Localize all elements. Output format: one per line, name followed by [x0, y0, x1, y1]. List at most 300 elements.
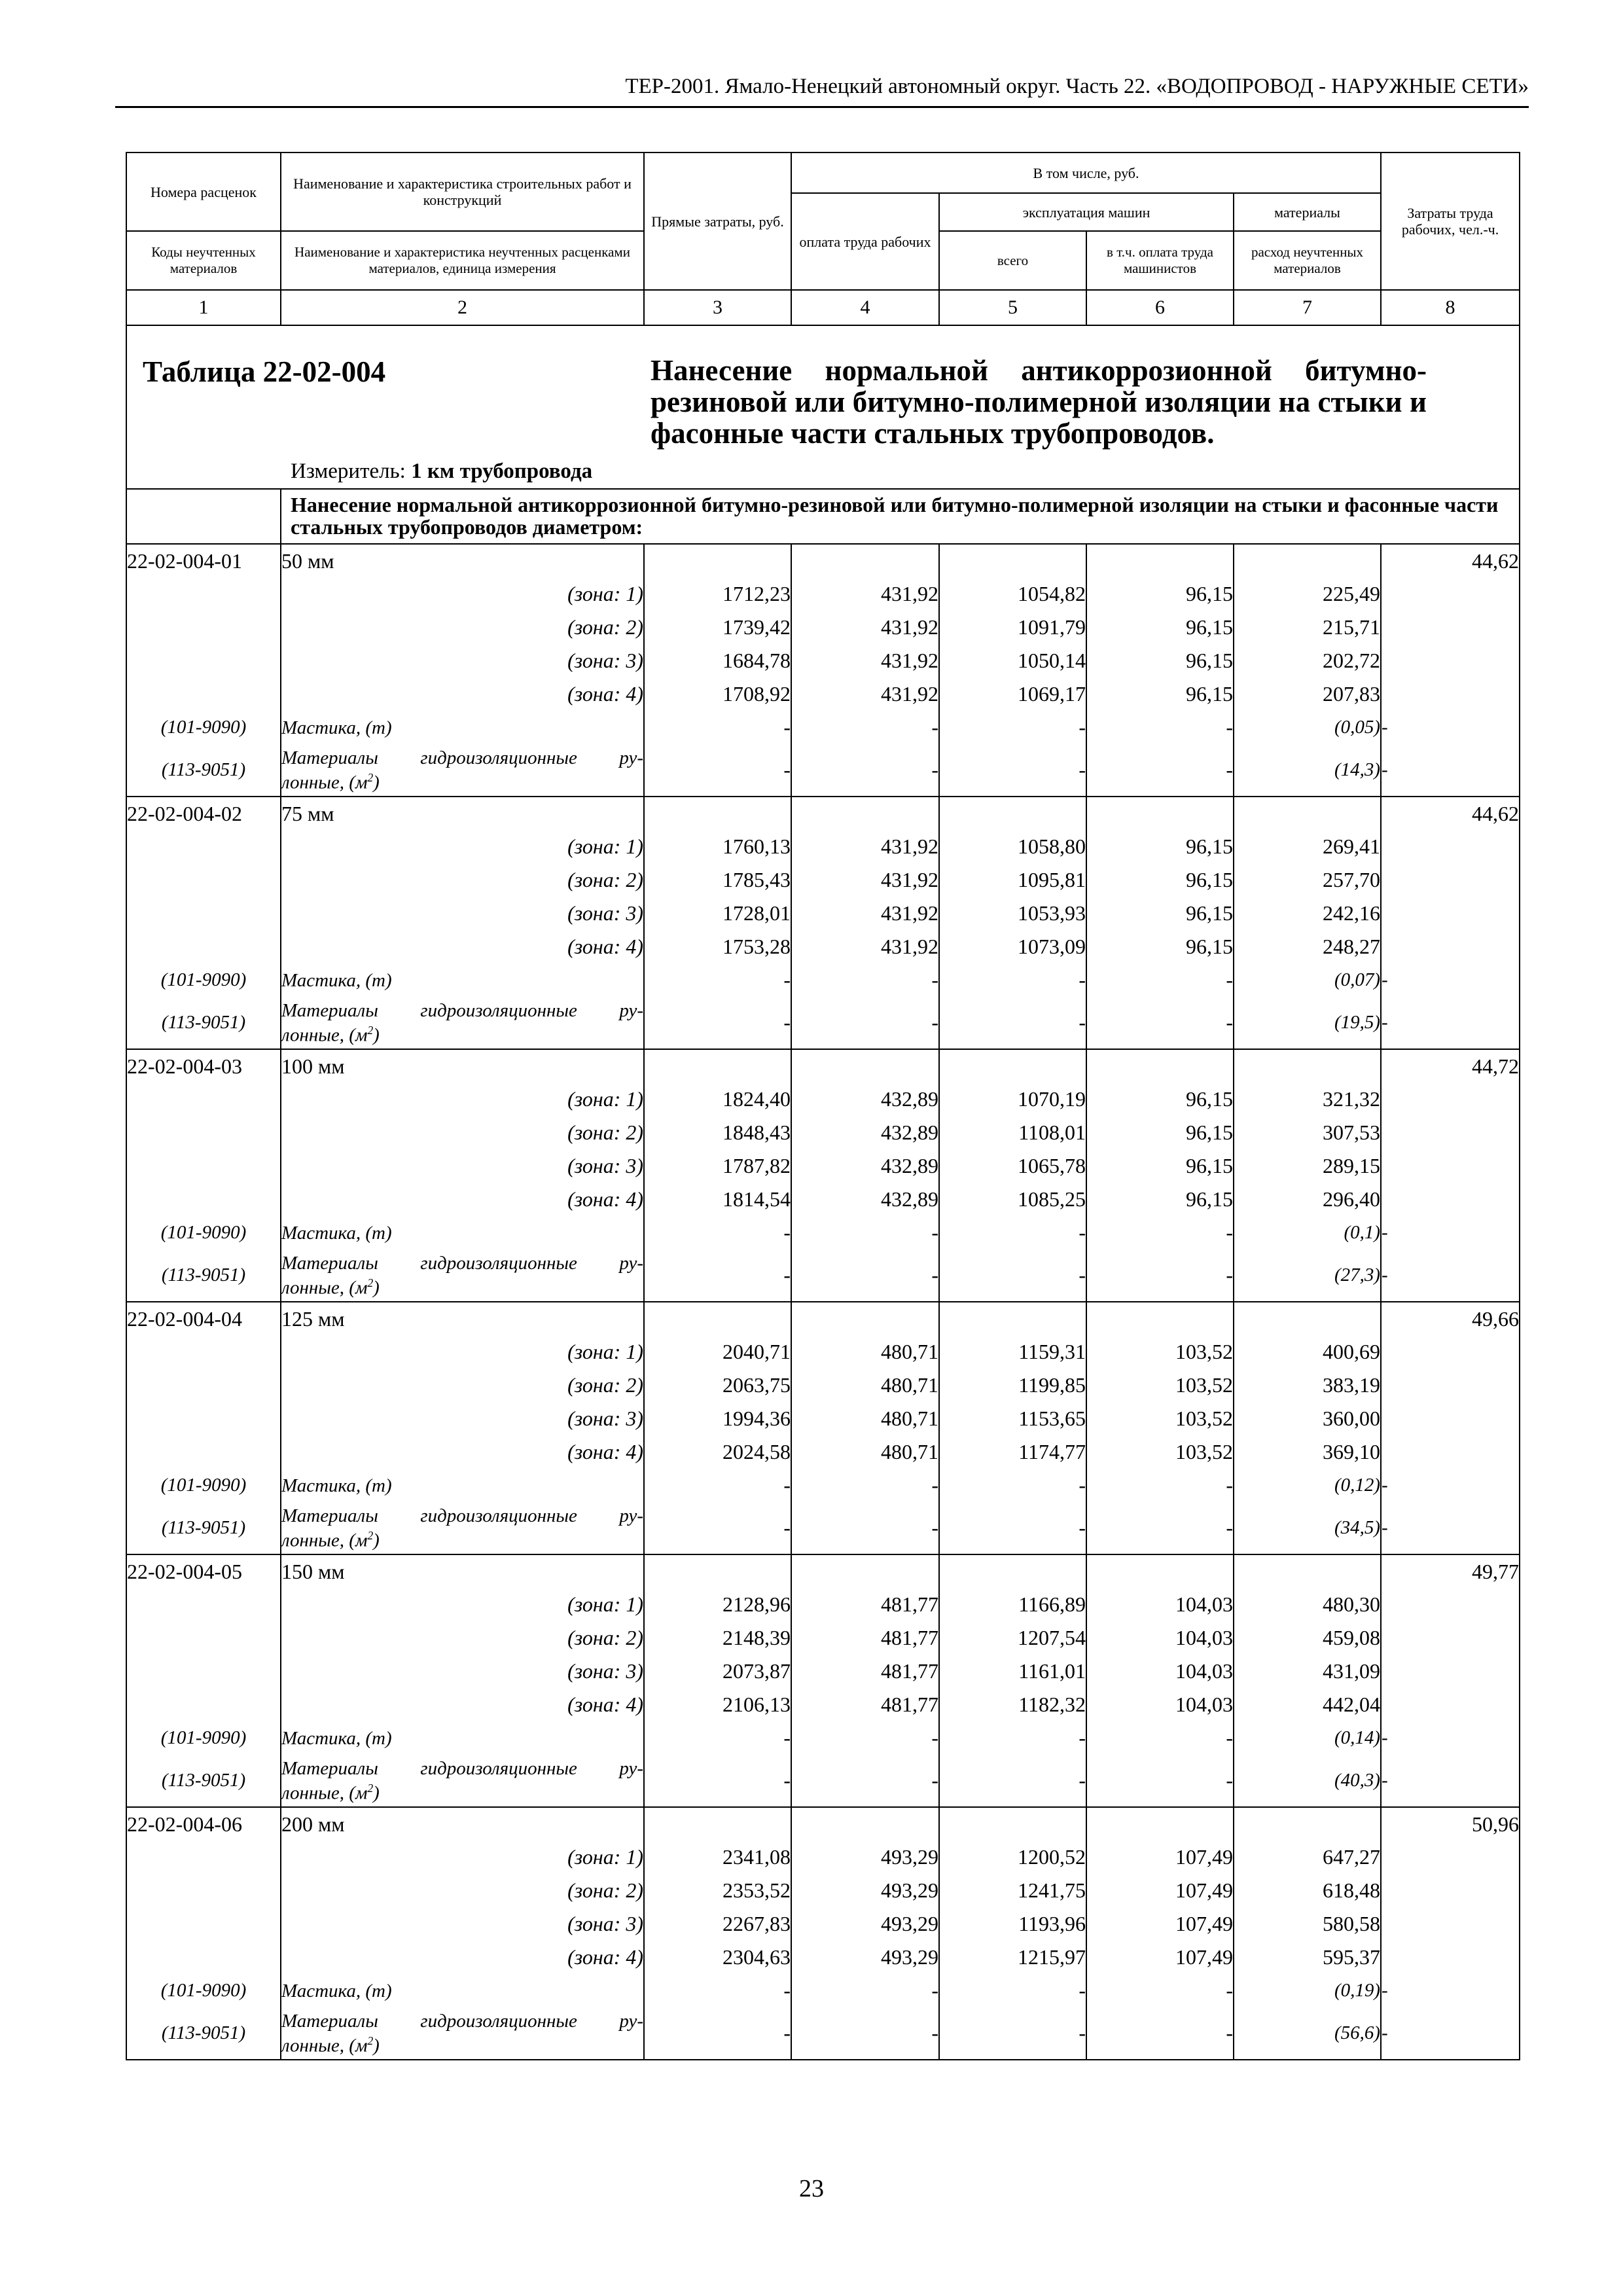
- dash-cell: -: [791, 1755, 939, 1807]
- unit-superscript: 2: [367, 2034, 374, 2047]
- unit-superscript: 2: [367, 1528, 374, 1542]
- empty-cell: [1381, 1183, 1520, 1216]
- column-number: 3: [644, 290, 791, 325]
- empty-cell: [1086, 544, 1234, 577]
- machines-labor: 96,15: [1086, 677, 1234, 711]
- empty-cell: [1234, 797, 1381, 830]
- dash-cell: -: [1086, 1469, 1234, 1502]
- dash-cell: -: [644, 1974, 791, 2007]
- empty-cell: [126, 1435, 281, 1469]
- machines-labor: 96,15: [1086, 1183, 1234, 1216]
- zone-label: (зона: 1): [281, 1335, 644, 1369]
- machines-total: 1200,52: [939, 1840, 1086, 1874]
- material-code: (113-9051): [126, 997, 281, 1049]
- machines-labor: 107,49: [1086, 1840, 1234, 1874]
- direct-cost: 2304,63: [644, 1941, 791, 1974]
- material-quantity: (56,6): [1234, 2007, 1381, 2060]
- measure-label: Измеритель:: [291, 459, 406, 483]
- material-name-text: ): [373, 772, 380, 793]
- dash-cell: -: [939, 744, 1086, 797]
- machines-labor: 107,49: [1086, 1874, 1234, 1907]
- rate-name: 50 мм: [281, 544, 644, 577]
- materials-cost: 248,27: [1234, 930, 1381, 963]
- dash-cell: -: [791, 997, 939, 1049]
- zone-label: (зона: 2): [281, 1621, 644, 1655]
- dash-cell: -: [939, 963, 1086, 997]
- direct-cost: 2128,96: [644, 1588, 791, 1621]
- direct-cost: 1728,01: [644, 897, 791, 930]
- machines-total: 1070,19: [939, 1083, 1086, 1116]
- machines-labor: 107,49: [1086, 1907, 1234, 1941]
- empty-cell: [1381, 1402, 1520, 1435]
- empty-cell: [791, 1049, 939, 1083]
- material-quantity: (0,14): [1234, 1721, 1381, 1755]
- empty-cell: [126, 1402, 281, 1435]
- materials-cost: 595,37: [1234, 1941, 1381, 1974]
- materials-cost: 321,32: [1234, 1083, 1381, 1116]
- empty-cell: [126, 1621, 281, 1655]
- empty-cell: [1381, 577, 1520, 611]
- header-rate-numbers: Номера расценок: [126, 152, 281, 231]
- dash-cell: -: [1381, 963, 1520, 997]
- rate-row: [126, 1807, 1520, 1840]
- materials-cost: 225,49: [1234, 577, 1381, 611]
- zone-label: (зона: 4): [281, 677, 644, 711]
- machines-total: 1058,80: [939, 830, 1086, 863]
- header-machines-total: всего: [939, 231, 1086, 290]
- dash-cell: -: [939, 711, 1086, 744]
- rate-name: 150 мм: [281, 1554, 644, 1588]
- materials-cost: 383,19: [1234, 1369, 1381, 1402]
- material-name: [281, 1502, 644, 1554]
- labor-pay: 481,77: [791, 1688, 939, 1721]
- rate-name: 125 мм: [281, 1302, 644, 1335]
- empty-cell: [1381, 1369, 1520, 1402]
- labor-pay: 431,92: [791, 577, 939, 611]
- direct-cost: 2024,58: [644, 1435, 791, 1469]
- dash-cell: -: [939, 2007, 1086, 2060]
- machines-labor: 96,15: [1086, 830, 1234, 863]
- dash-cell: -: [939, 1755, 1086, 1807]
- zone-label: (зона: 3): [281, 1655, 644, 1688]
- machines-total: 1054,82: [939, 577, 1086, 611]
- material-name-line: Материалы гидроизоляционные ру-: [281, 999, 643, 1021]
- material-name-text: лонные, (м: [281, 1782, 368, 1804]
- column-number: 8: [1381, 290, 1520, 325]
- direct-cost: 1712,23: [644, 577, 791, 611]
- machines-labor: 96,15: [1086, 577, 1234, 611]
- zone-label: (зона: 3): [281, 644, 644, 677]
- header-material-names: Наименование и характеристика неучтенных расценками материалов, единица измерения: [281, 231, 644, 290]
- labor-cost: 49,77: [1381, 1554, 1520, 1588]
- empty-cell: [126, 1688, 281, 1721]
- dash-cell: -: [791, 744, 939, 797]
- material-code: (113-9051): [126, 2007, 281, 2060]
- materials-cost: 580,58: [1234, 1907, 1381, 1941]
- machines-labor: 107,49: [1086, 1941, 1234, 1974]
- zone-row: [126, 1183, 1520, 1216]
- zone-row: [126, 1588, 1520, 1621]
- empty-cell: [126, 1116, 281, 1149]
- zone-label: (зона: 4): [281, 930, 644, 963]
- section-heading: Нанесение нормальной антикоррозионной битумно-резиновой или битумно-полимерной изоляции на стыки и фасонные части стальных трубопроводов диаметром:: [281, 489, 1520, 544]
- column-number: 5: [939, 290, 1086, 325]
- empty-cell: [1381, 1874, 1520, 1907]
- material-name: [281, 1249, 644, 1302]
- dash-cell: -: [1381, 1721, 1520, 1755]
- dash-cell: -: [1086, 1216, 1234, 1249]
- material-name-text: ): [373, 1782, 380, 1804]
- material-code: (101-9090): [126, 963, 281, 997]
- dash-cell: -: [644, 1755, 791, 1807]
- header-material-codes: Коды неучтенных материалов: [126, 231, 281, 290]
- direct-cost: 1739,42: [644, 611, 791, 644]
- direct-cost: 1708,92: [644, 677, 791, 711]
- material-name-text: лонные, (м: [281, 772, 368, 793]
- dash-cell: -: [791, 1469, 939, 1502]
- dash-cell: -: [791, 1974, 939, 2007]
- labor-cost: 44,72: [1381, 1049, 1520, 1083]
- material-row: [126, 2007, 1520, 2060]
- material-name: Мастика, (т): [281, 1974, 644, 2007]
- zone-label: (зона: 3): [281, 1149, 644, 1183]
- dash-cell: -: [791, 1502, 939, 1554]
- empty-cell: [126, 897, 281, 930]
- material-name: Мастика, (т): [281, 711, 644, 744]
- zone-label: (зона: 2): [281, 1874, 644, 1907]
- unit-superscript: 2: [367, 1023, 374, 1037]
- header-labor-pay: оплата труда рабочих: [791, 193, 939, 290]
- machines-labor: 96,15: [1086, 930, 1234, 963]
- machines-total: 1166,89: [939, 1588, 1086, 1621]
- direct-cost: 2040,71: [644, 1335, 791, 1369]
- empty-cell: [126, 577, 281, 611]
- material-quantity: (19,5): [1234, 997, 1381, 1049]
- material-row: [126, 1755, 1520, 1807]
- empty-cell: [1381, 930, 1520, 963]
- material-name-text: ): [373, 1277, 380, 1299]
- labor-cost: 49,66: [1381, 1302, 1520, 1335]
- machines-labor: 104,03: [1086, 1621, 1234, 1655]
- dash-cell: -: [1086, 1502, 1234, 1554]
- labor-cost: 50,96: [1381, 1807, 1520, 1840]
- material-name: Мастика, (т): [281, 963, 644, 997]
- zone-label: (зона: 2): [281, 863, 644, 897]
- rate-name: 75 мм: [281, 797, 644, 830]
- empty-cell: [1381, 611, 1520, 644]
- dash-cell: -: [1086, 711, 1234, 744]
- machines-labor: 96,15: [1086, 1149, 1234, 1183]
- empty-cell: [126, 930, 281, 963]
- empty-cell: [1234, 544, 1381, 577]
- empty-cell: [126, 1941, 281, 1974]
- material-name: [281, 744, 644, 797]
- zone-row: [126, 677, 1520, 711]
- zone-row: [126, 897, 1520, 930]
- material-code: (101-9090): [126, 1721, 281, 1755]
- empty-cell: [1381, 1907, 1520, 1941]
- materials-cost: 431,09: [1234, 1655, 1381, 1688]
- direct-cost: 1785,43: [644, 863, 791, 897]
- material-name: Мастика, (т): [281, 1216, 644, 1249]
- dash-cell: -: [644, 1216, 791, 1249]
- header-materials-sub: расход неучтенных материалов: [1234, 231, 1381, 290]
- dash-cell: -: [644, 1502, 791, 1554]
- material-name-text: ): [373, 1530, 380, 1551]
- machines-total: 1053,93: [939, 897, 1086, 930]
- dash-cell: -: [1381, 2007, 1520, 2060]
- empty-cell: [1234, 1049, 1381, 1083]
- machines-total: 1207,54: [939, 1621, 1086, 1655]
- empty-cell: [1381, 1335, 1520, 1369]
- material-quantity: (0,05): [1234, 711, 1381, 744]
- machines-total: 1108,01: [939, 1116, 1086, 1149]
- material-code: (101-9090): [126, 1974, 281, 2007]
- material-name-text: лонные, (м: [281, 1024, 368, 1046]
- empty-cell: [791, 1554, 939, 1588]
- empty-cell: [1086, 1807, 1234, 1840]
- empty-cell: [126, 1588, 281, 1621]
- machines-labor: 96,15: [1086, 1083, 1234, 1116]
- materials-cost: 360,00: [1234, 1402, 1381, 1435]
- zone-label: (зона: 4): [281, 1435, 644, 1469]
- zone-row: [126, 1655, 1520, 1688]
- material-name-text: лонные, (м: [281, 2035, 368, 2056]
- direct-cost: 2073,87: [644, 1655, 791, 1688]
- machines-labor: 103,52: [1086, 1435, 1234, 1469]
- dash-cell: -: [644, 744, 791, 797]
- materials-cost: 459,08: [1234, 1621, 1381, 1655]
- labor-pay: 431,92: [791, 830, 939, 863]
- empty-cell: [1381, 863, 1520, 897]
- labor-cost: 44,62: [1381, 797, 1520, 830]
- empty-cell: [644, 1807, 791, 1840]
- direct-cost: 2353,52: [644, 1874, 791, 1907]
- zone-row: [126, 830, 1520, 863]
- column-number: 6: [1086, 290, 1234, 325]
- empty-cell: [791, 797, 939, 830]
- material-quantity: (0,19): [1234, 1974, 1381, 2007]
- material-name: Мастика, (т): [281, 1469, 644, 1502]
- unit-superscript: 2: [367, 770, 374, 784]
- dash-cell: -: [1381, 1216, 1520, 1249]
- dash-cell: -: [939, 997, 1086, 1049]
- labor-pay: 431,92: [791, 644, 939, 677]
- material-name: [281, 1755, 644, 1807]
- dash-cell: -: [1381, 997, 1520, 1049]
- machines-total: 1215,97: [939, 1941, 1086, 1974]
- direct-cost: 1848,43: [644, 1116, 791, 1149]
- machines-labor: 96,15: [1086, 897, 1234, 930]
- dash-cell: -: [1381, 744, 1520, 797]
- material-row: [126, 744, 1520, 797]
- empty-cell: [126, 611, 281, 644]
- rate-row: [126, 1302, 1520, 1335]
- material-name-line: [281, 2031, 643, 2056]
- labor-pay: 432,89: [791, 1149, 939, 1183]
- material-name-line: Материалы гидроизоляционные ру-: [281, 747, 643, 768]
- materials-cost: 307,53: [1234, 1116, 1381, 1149]
- dash-cell: -: [939, 1249, 1086, 1302]
- empty-cell: [126, 1183, 281, 1216]
- material-name-line: [281, 1273, 643, 1298]
- dash-cell: -: [791, 963, 939, 997]
- machines-labor: 104,03: [1086, 1688, 1234, 1721]
- direct-cost: 1753,28: [644, 930, 791, 963]
- dash-cell: -: [791, 1249, 939, 1302]
- empty-cell: [939, 797, 1086, 830]
- empty-cell: [644, 1554, 791, 1588]
- empty-cell: [126, 677, 281, 711]
- empty-cell: [939, 1807, 1086, 1840]
- dash-cell: -: [1381, 1502, 1520, 1554]
- material-quantity: (40,3): [1234, 1755, 1381, 1807]
- empty-cell: [644, 797, 791, 830]
- table-label: Таблица 22-02-004: [143, 355, 386, 388]
- materials-cost: 296,40: [1234, 1183, 1381, 1216]
- direct-cost: 1760,13: [644, 830, 791, 863]
- empty-cell: [1381, 1149, 1520, 1183]
- material-code: (113-9051): [126, 744, 281, 797]
- zone-row: [126, 1840, 1520, 1874]
- empty-cell: [1086, 1554, 1234, 1588]
- page-number: 23: [799, 2175, 824, 2202]
- column-number: 7: [1234, 290, 1381, 325]
- dash-cell: -: [791, 1216, 939, 1249]
- empty-cell: [791, 1807, 939, 1840]
- empty-cell: [1381, 1083, 1520, 1116]
- measure-value: 1 км трубопровода: [411, 459, 593, 483]
- machines-labor: 104,03: [1086, 1588, 1234, 1621]
- material-name: [281, 2007, 644, 2060]
- material-row: [126, 1974, 1520, 2007]
- empty-cell: [939, 544, 1086, 577]
- material-name-text: лонные, (м: [281, 1277, 368, 1299]
- zone-label: (зона: 1): [281, 830, 644, 863]
- rate-code: 22-02-004-01: [126, 544, 281, 577]
- dash-cell: -: [939, 1502, 1086, 1554]
- empty-cell: [1381, 830, 1520, 863]
- dash-cell: -: [1086, 1721, 1234, 1755]
- empty-cell: [126, 863, 281, 897]
- rate-code: 22-02-004-05: [126, 1554, 281, 1588]
- zone-label: (зона: 2): [281, 1116, 644, 1149]
- material-name: [281, 997, 644, 1049]
- dash-cell: -: [1086, 1755, 1234, 1807]
- material-row: [126, 1249, 1520, 1302]
- dash-cell: -: [1086, 744, 1234, 797]
- empty-cell: [1381, 1655, 1520, 1688]
- material-code: (101-9090): [126, 711, 281, 744]
- running-header: ТЕР-2001. Ямало-Ненецкий автономный округ. Часть 22. «ВОДОПРОВОД - НАРУЖНЫЕ СЕТИ»: [115, 73, 1529, 108]
- unit-superscript: 2: [367, 1781, 374, 1795]
- empty-cell: [644, 544, 791, 577]
- empty-cell: [1381, 677, 1520, 711]
- dash-cell: -: [1381, 711, 1520, 744]
- dash-cell: -: [1086, 1974, 1234, 2007]
- empty-cell: [644, 1302, 791, 1335]
- material-quantity: (0,1): [1234, 1216, 1381, 1249]
- zone-label: (зона: 2): [281, 1369, 644, 1402]
- machines-total: 1199,85: [939, 1369, 1086, 1402]
- zone-label: (зона: 3): [281, 1402, 644, 1435]
- material-code: (101-9090): [126, 1469, 281, 1502]
- rate-row: [126, 797, 1520, 830]
- header-machines-labor: в т.ч. оплата труда машинистов: [1086, 231, 1234, 290]
- empty-cell: [1381, 644, 1520, 677]
- materials-cost: 369,10: [1234, 1435, 1381, 1469]
- empty-cell: [644, 1049, 791, 1083]
- material-row: [126, 1721, 1520, 1755]
- material-name-line: [281, 1526, 643, 1551]
- material-code: (113-9051): [126, 1502, 281, 1554]
- material-quantity: (34,5): [1234, 1502, 1381, 1554]
- empty-cell: [1381, 1941, 1520, 1974]
- rate-code: 22-02-004-03: [126, 1049, 281, 1083]
- material-name-text: лонные, (м: [281, 1530, 368, 1551]
- zone-row: [126, 644, 1520, 677]
- material-quantity: (14,3): [1234, 744, 1381, 797]
- direct-cost: 1994,36: [644, 1402, 791, 1435]
- labor-pay: 481,77: [791, 1655, 939, 1688]
- material-name-line: Материалы гидроизоляционные ру-: [281, 1252, 643, 1274]
- empty-cell: [939, 1049, 1086, 1083]
- materials-cost: 202,72: [1234, 644, 1381, 677]
- machines-total: 1095,81: [939, 863, 1086, 897]
- header-materials: материалы: [1234, 193, 1381, 231]
- empty-cell: [1381, 1435, 1520, 1469]
- materials-cost: 647,27: [1234, 1840, 1381, 1874]
- labor-pay: 432,89: [791, 1083, 939, 1116]
- labor-pay: 480,71: [791, 1402, 939, 1435]
- dash-cell: -: [644, 1721, 791, 1755]
- labor-pay: 431,92: [791, 611, 939, 644]
- materials-cost: 242,16: [1234, 897, 1381, 930]
- empty-cell: [791, 1302, 939, 1335]
- empty-cell: [939, 1302, 1086, 1335]
- zone-label: (зона: 3): [281, 897, 644, 930]
- dash-cell: -: [1381, 1249, 1520, 1302]
- zone-label: (зона: 4): [281, 1183, 644, 1216]
- empty-cell: [1381, 1688, 1520, 1721]
- zone-label: (зона: 3): [281, 1907, 644, 1941]
- dash-cell: -: [644, 997, 791, 1049]
- labor-pay: 431,92: [791, 677, 939, 711]
- empty-cell: [1381, 1840, 1520, 1874]
- machines-total: 1091,79: [939, 611, 1086, 644]
- direct-cost: 2341,08: [644, 1840, 791, 1874]
- direct-cost: 2063,75: [644, 1369, 791, 1402]
- machines-total: 1069,17: [939, 677, 1086, 711]
- machines-labor: 96,15: [1086, 863, 1234, 897]
- direct-cost: 1814,54: [644, 1183, 791, 1216]
- machines-labor: 103,52: [1086, 1369, 1234, 1402]
- zone-label: (зона: 1): [281, 1588, 644, 1621]
- material-row: [126, 1469, 1520, 1502]
- dash-cell: -: [1381, 1974, 1520, 2007]
- materials-cost: 269,41: [1234, 830, 1381, 863]
- dash-cell: -: [939, 1216, 1086, 1249]
- materials-cost: 289,15: [1234, 1149, 1381, 1183]
- dash-cell: -: [939, 1974, 1086, 2007]
- labor-cost: 44,62: [1381, 544, 1520, 577]
- zone-row: [126, 930, 1520, 963]
- dash-cell: -: [1381, 1755, 1520, 1807]
- dash-cell: -: [1086, 997, 1234, 1049]
- material-name-line: [281, 768, 643, 793]
- labor-pay: 493,29: [791, 1874, 939, 1907]
- empty-cell: [1086, 1302, 1234, 1335]
